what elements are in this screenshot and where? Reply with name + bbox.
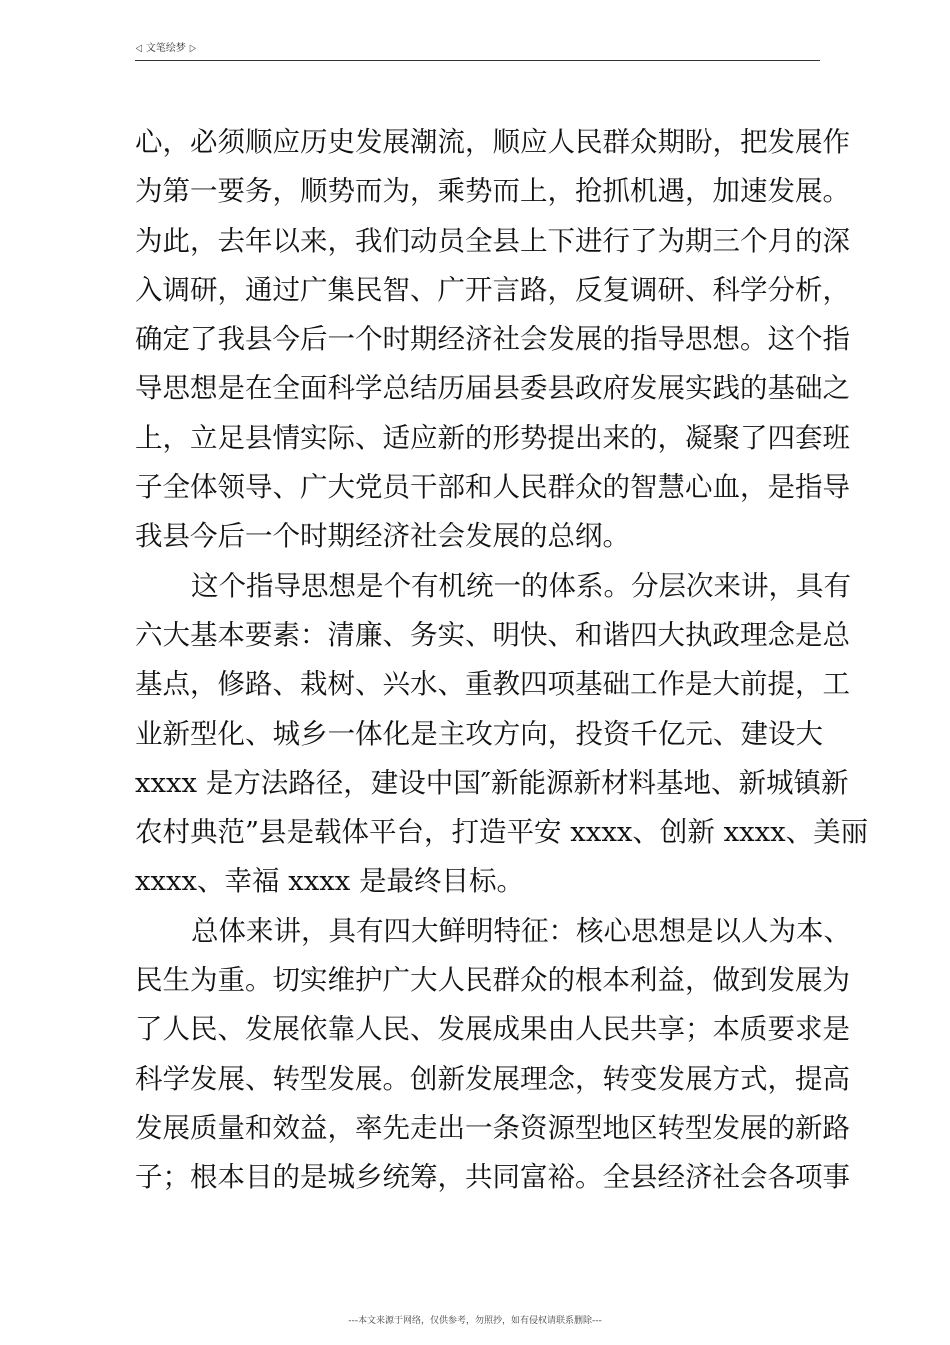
header-title: 文笔绘梦 xyxy=(145,43,186,54)
header-mark xyxy=(135,43,197,55)
paragraph-line: 上，立足县情实际、适应新的形势提出来的，凝聚了四套班 xyxy=(135,421,850,454)
paragraph-line: 农村典范”县是载体平台，打造平安 xxxx、创新 xxxx、美丽 xyxy=(135,816,869,849)
paragraph-line: 发展质量和效益，率先走出一条资源型地区转型发展的新路 xyxy=(135,1111,850,1144)
paragraph-line: 子；根本目的是城乡统筹，共同富裕。全县经济社会各项事 xyxy=(135,1161,850,1194)
paragraph-line: 导思想是在全面科学总结历届县委县政府发展实践的基础之 xyxy=(135,372,850,405)
paragraph-line: 心，必须顺应历史发展潮流，顺应人民群众期盼，把发展作 xyxy=(135,126,850,158)
paragraph-line: 子全体领导、广大党员干部和人民群众的智慧心血，是指导 xyxy=(135,471,850,504)
paragraph-line: 业新型化、城乡一体化是主攻方向，投资千亿元、建设大 xyxy=(135,717,823,750)
page-footer: ---本文来源于网络，仅供参考，勿照抄，如有侵权请联系删除--- xyxy=(348,1316,602,1326)
page-header xyxy=(135,40,820,61)
paragraph-line: 我县今后一个时期经济社会发展的总纲。 xyxy=(135,520,630,553)
paragraph-line: 了人民、发展依靠人民、发展成果由人民共享；本质要求是 xyxy=(135,1013,850,1046)
left-triangle-icon: ◁ xyxy=(135,43,142,54)
paragraph-line: 这个指导思想是个有机统一的体系。分层次来讲，具有 xyxy=(191,569,851,602)
paragraph-3 xyxy=(135,907,851,1203)
paragraph-line: 为此，去年以来，我们动员全县上下进行了为期三个月的深 xyxy=(135,224,850,257)
paragraph-line: xxxx、幸福 xxxx 是最终目标。 xyxy=(135,865,525,898)
paragraph-line: 总体来讲，具有四大鲜明特征：核心思想是以人为本、 xyxy=(191,914,851,947)
paragraph-line: 科学发展、转型发展。创新发展理念，转变发展方式，提高 xyxy=(135,1062,850,1095)
paragraph-line: 确定了我县今后一个时期经济社会发展的指导思想。这个指 xyxy=(135,323,850,356)
paragraph-line: xxxx 是方法路径，建设中国″新能源新材料基地、新城镇新 xyxy=(135,766,849,799)
right-triangle-icon: ▷ xyxy=(189,43,197,54)
paragraph-line: 基点，修路、栽树、兴水、重教四项基础工作是大前提，工 xyxy=(135,668,850,701)
paragraph-1 xyxy=(135,118,850,562)
document-body xyxy=(135,118,869,1203)
paragraph-line: 为第一要务，顺势而为，乘势而上，抢抓机遇，加速发展。 xyxy=(135,175,850,208)
paragraph-line: 六大基本要素：清廉、务实、明快、和谐四大执政理念是总 xyxy=(135,618,850,651)
paragraph-2 xyxy=(135,562,869,907)
paragraph-line: 民生为重。切实维护广大人民群众的根本利益，做到发展为 xyxy=(135,964,850,997)
paragraph-line: 入调研，通过广集民智、广开言路，反复调研、科学分析， xyxy=(135,273,850,306)
